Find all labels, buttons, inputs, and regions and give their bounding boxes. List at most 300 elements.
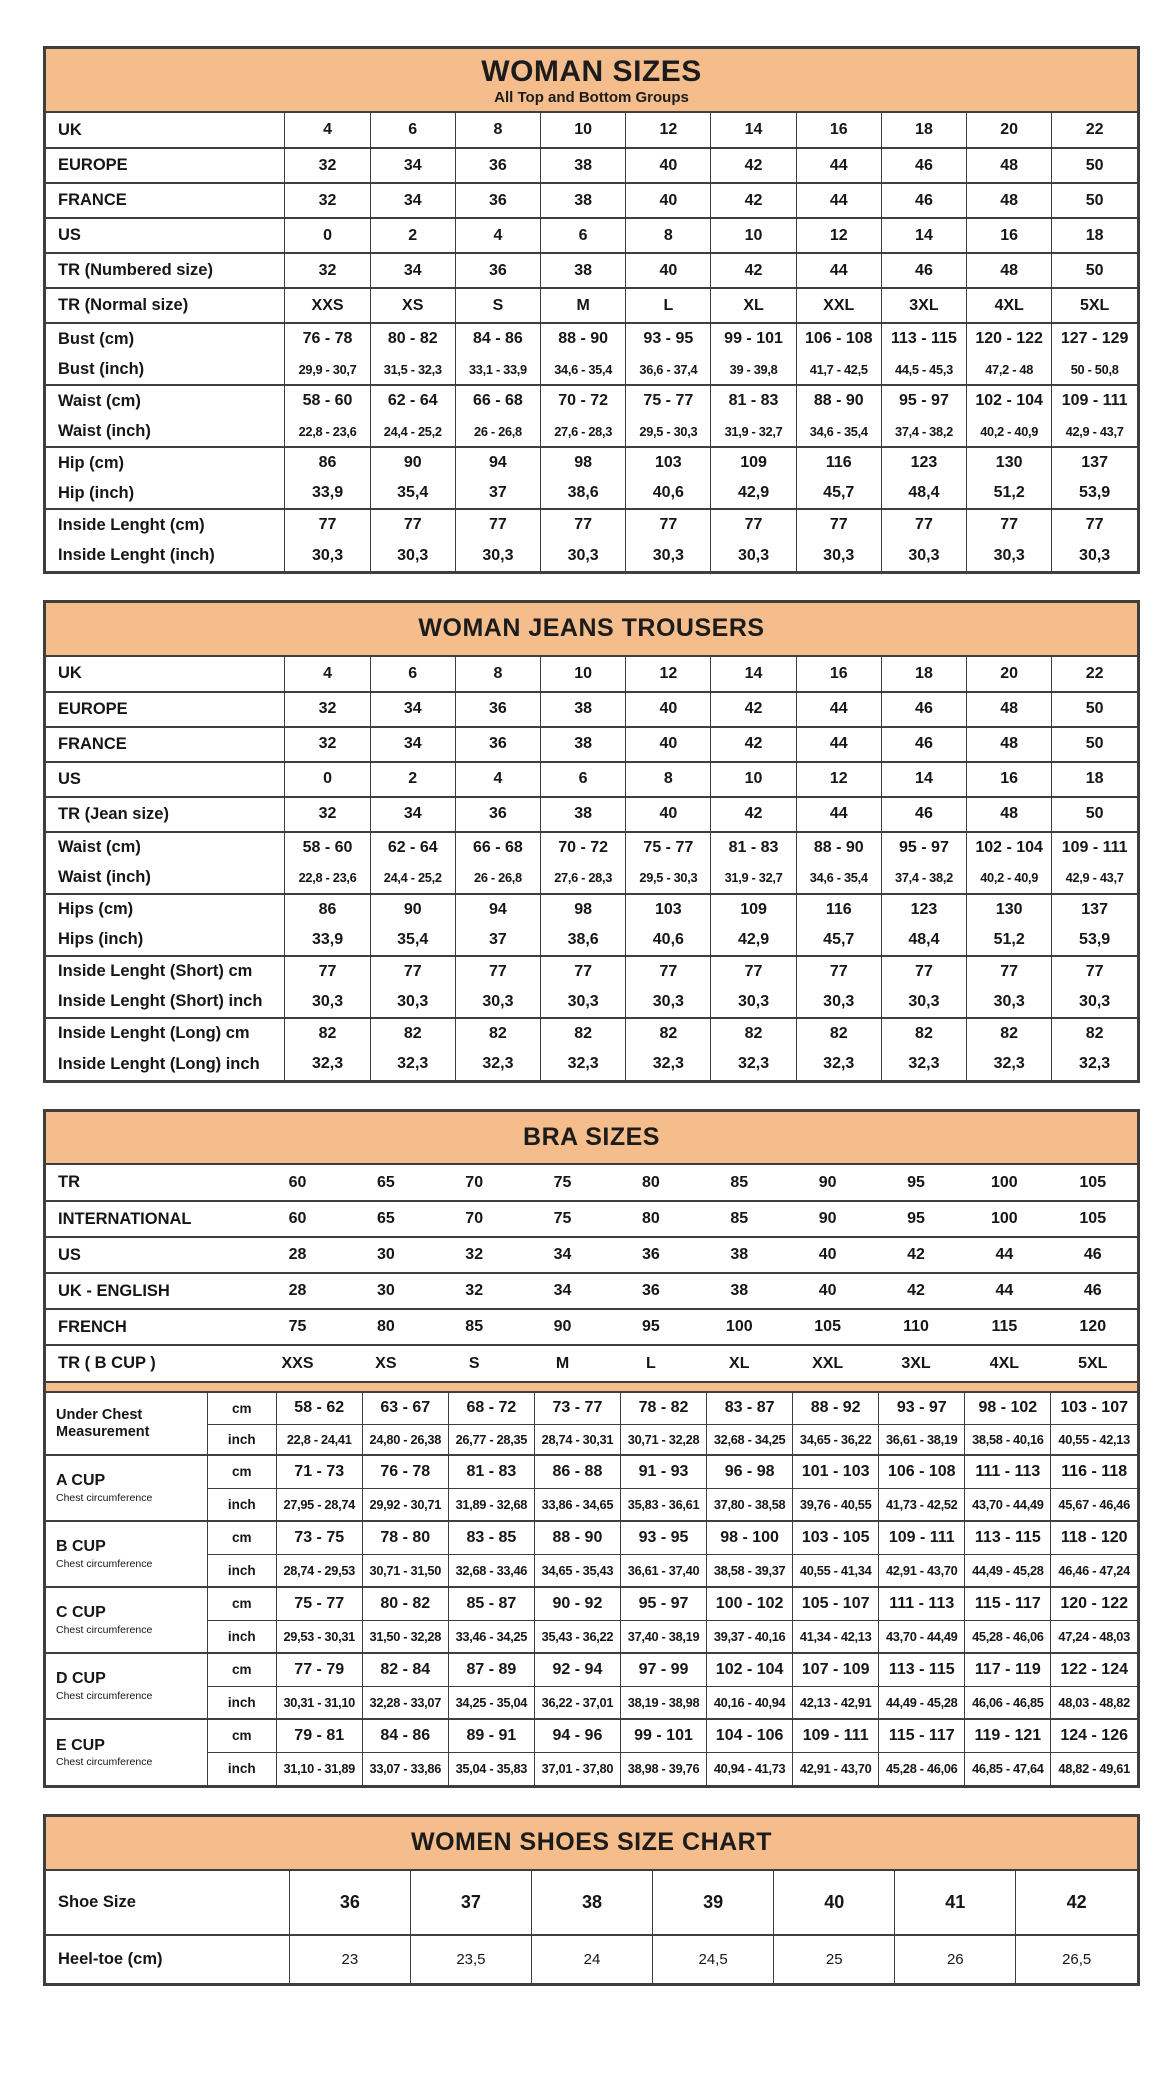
size-cell: 82 <box>1052 1018 1137 1049</box>
size-cell: 123 <box>881 447 966 478</box>
row-label: Waist (inch) <box>58 421 151 440</box>
size-cell: 71 - 73 <box>276 1455 362 1488</box>
size-cell: 30,3 <box>285 987 370 1018</box>
row-label: Heel-toe (cm) <box>58 1949 163 1968</box>
size-cell: 116 <box>796 894 881 925</box>
size-cell: 47,2 - 48 <box>967 354 1052 385</box>
size-cell: 111 - 113 <box>965 1455 1051 1488</box>
table-row <box>46 956 1137 987</box>
size-cell: 34 <box>370 797 455 832</box>
size-cell: 95 - 97 <box>620 1587 706 1620</box>
size-cell: 30,3 <box>1052 540 1137 571</box>
cup-label-cell <box>46 1719 207 1785</box>
cup-sublabel: Chest circumference <box>56 1557 153 1570</box>
size-cell: 88 - 90 <box>541 323 626 354</box>
size-cell: 24,4 - 25,2 <box>370 863 455 894</box>
size-cell: 42,13 - 42,91 <box>793 1686 879 1719</box>
size-cell: 38 <box>541 253 626 288</box>
size-cell: 37 <box>455 478 540 509</box>
size-cell: 68 - 72 <box>448 1393 534 1424</box>
size-cell: 30,3 <box>881 987 966 1018</box>
size-cell: 80 <box>607 1201 695 1237</box>
row-label: EUROPE <box>58 699 128 718</box>
size-cell: 47,24 - 48,03 <box>1051 1620 1137 1653</box>
table-row <box>46 288 1137 323</box>
size-cell: 33,1 - 33,9 <box>455 354 540 385</box>
size-cell: 90 <box>370 447 455 478</box>
size-cell: 46 <box>1049 1237 1137 1273</box>
size-cell: 22,8 - 23,6 <box>285 863 370 894</box>
size-cell: 34 <box>370 148 455 183</box>
size-cell: 90 - 92 <box>534 1587 620 1620</box>
size-cell: 30,3 <box>796 540 881 571</box>
row-label: TR <box>58 1173 80 1191</box>
size-cell: 48,4 <box>881 478 966 509</box>
unit-cell: cm <box>207 1455 276 1488</box>
size-cell: 30 <box>342 1273 430 1309</box>
size-cell: 35,43 - 36,22 <box>534 1620 620 1653</box>
row-group <box>46 183 1137 218</box>
size-cell: 10 <box>711 218 796 253</box>
size-cell: 109 - 111 <box>1052 832 1137 863</box>
row-label: INTERNATIONAL <box>46 1201 253 1237</box>
size-cell: 77 <box>370 509 455 540</box>
table-row <box>46 1488 1137 1521</box>
size-cell: 16 <box>796 113 881 148</box>
size-cell: 44 <box>796 183 881 218</box>
size-cell: 113 - 115 <box>881 323 966 354</box>
size-cell: 32,68 - 34,25 <box>707 1424 793 1455</box>
size-cell: 63 - 67 <box>362 1393 448 1424</box>
size-cell: 85 <box>430 1309 518 1345</box>
size-cell: XXL <box>783 1345 871 1381</box>
row-label: FRANCE <box>58 191 127 209</box>
size-cell: 30,31 - 31,10 <box>276 1686 362 1719</box>
size-cell: 130 <box>967 447 1052 478</box>
size-cell: 23,5 <box>410 1935 531 1983</box>
size-cell: 32,3 <box>370 1049 455 1080</box>
table-row <box>46 1719 1137 1752</box>
size-cell: 46,85 - 47,64 <box>965 1752 1051 1785</box>
size-cell: 70 - 72 <box>541 385 626 416</box>
size-cell: 50 <box>1052 797 1137 832</box>
table-row <box>46 509 1137 540</box>
size-cell: 82 - 84 <box>362 1653 448 1686</box>
size-cell: 42 <box>711 797 796 832</box>
row-label: Hip (cm) <box>58 453 124 472</box>
size-cell: 88 - 90 <box>796 385 881 416</box>
table-row <box>46 863 1137 894</box>
size-cell: 27,95 - 28,74 <box>276 1488 362 1521</box>
cup-sublabel: Chest circumference <box>56 1491 153 1504</box>
size-cell: 76 - 78 <box>285 323 370 354</box>
size-cell: 95 <box>907 1173 925 1191</box>
table-row <box>46 1049 1137 1080</box>
size-cell: 28 <box>253 1273 341 1309</box>
size-cell: 36 <box>455 253 540 288</box>
size-cell: 16 <box>967 218 1052 253</box>
size-cell: 38 <box>695 1273 783 1309</box>
size-cell: 85 <box>730 1173 749 1191</box>
size-cell: 2 <box>370 218 455 253</box>
size-cell: 50 <box>1052 253 1137 288</box>
table-row <box>46 894 1137 925</box>
unit-cell: cm <box>207 1393 276 1424</box>
size-cell: 116 <box>796 447 881 478</box>
woman-jeans-table <box>46 657 1137 1080</box>
table-row <box>46 832 1137 863</box>
size-cell: 95 - 97 <box>881 385 966 416</box>
size-cell: 10 <box>541 113 626 148</box>
size-cell: 103 <box>626 894 711 925</box>
size-cell: 33,07 - 33,86 <box>362 1752 448 1785</box>
size-cell: 83 - 85 <box>448 1521 534 1554</box>
size-cell: 22 <box>1052 113 1137 148</box>
row-label: Bust (inch) <box>58 359 145 378</box>
size-cell: 81 - 83 <box>711 385 796 416</box>
size-cell: 98 <box>541 894 626 925</box>
cup-label: C CUP <box>56 1604 106 1622</box>
size-cell: 75 - 77 <box>626 832 711 863</box>
size-cell: 34 <box>370 692 455 727</box>
size-cell: 100 <box>960 1201 1048 1237</box>
size-cell: XL <box>695 1345 783 1381</box>
size-cell: 75 <box>253 1309 341 1345</box>
size-cell: 65 <box>342 1201 430 1237</box>
size-cell: 83 - 87 <box>707 1393 793 1424</box>
size-cell: 77 <box>967 509 1052 540</box>
row-label: Inside Lenght (Long) inch <box>58 1054 260 1073</box>
size-cell: 77 <box>1052 956 1137 987</box>
size-cell: 42,9 <box>711 925 796 956</box>
size-cell: 77 - 79 <box>276 1653 362 1686</box>
row-label: FRANCE <box>58 734 127 753</box>
size-cell: 77 <box>626 956 711 987</box>
size-cell: 27,6 - 28,3 <box>541 863 626 894</box>
size-cell: 14 <box>711 657 796 692</box>
cup-row-group <box>46 1521 1137 1587</box>
size-cell: 0 <box>285 218 370 253</box>
row-group <box>46 218 1137 253</box>
bra-cup-table <box>46 1393 1137 1785</box>
table-row <box>46 1620 1137 1653</box>
table-row <box>46 183 1137 218</box>
table-row <box>46 1455 1137 1488</box>
size-cell: 118 - 120 <box>1051 1521 1137 1554</box>
row-label: US <box>58 226 81 244</box>
size-cell: 48,03 - 48,82 <box>1051 1686 1137 1719</box>
unit-cell: inch <box>207 1686 276 1719</box>
size-cell: 48 <box>967 148 1052 183</box>
size-cell: 77 <box>796 509 881 540</box>
size-cell: 82 <box>796 1018 881 1049</box>
size-cell: 32,3 <box>285 1049 370 1080</box>
table-row <box>46 1871 1137 1935</box>
size-cell: 95 - 97 <box>881 832 966 863</box>
size-cell: 86 <box>285 894 370 925</box>
table-row <box>46 692 1137 727</box>
table-row <box>46 1521 1137 1554</box>
size-cell: 98 <box>541 447 626 478</box>
size-cell: 31,10 - 31,89 <box>276 1752 362 1785</box>
table-row <box>46 1686 1137 1719</box>
size-cell: 32,3 <box>711 1049 796 1080</box>
table-row <box>46 1237 1137 1273</box>
size-cell: 42,91 - 43,70 <box>793 1752 879 1785</box>
size-cell: 38,6 <box>541 925 626 956</box>
size-cell: 30,3 <box>626 540 711 571</box>
size-cell: 48,4 <box>881 925 966 956</box>
table-row <box>46 727 1137 762</box>
size-cell: 84 - 86 <box>362 1719 448 1752</box>
cup-label: B CUP <box>56 1538 106 1556</box>
size-cell: 41,34 - 42,13 <box>793 1620 879 1653</box>
row-label: EUROPE <box>58 156 128 174</box>
unit-cell: inch <box>207 1620 276 1653</box>
size-cell: 51,2 <box>967 925 1052 956</box>
size-cell: 32,3 <box>967 1049 1052 1080</box>
unit-cell: inch <box>207 1554 276 1587</box>
size-cell: 36 <box>607 1237 695 1273</box>
size-cell: 37,80 - 38,58 <box>707 1488 793 1521</box>
size-cell: 77 <box>285 956 370 987</box>
size-cell: 32 <box>285 148 370 183</box>
size-cell: XS <box>342 1345 430 1381</box>
divider-strip <box>46 1381 1137 1393</box>
unit-cell: cm <box>207 1521 276 1554</box>
row-label: Waist (cm) <box>58 391 141 410</box>
size-cell: 111 - 113 <box>879 1587 965 1620</box>
size-cell: 30,3 <box>796 987 881 1018</box>
size-cell: 40 <box>626 148 711 183</box>
size-cell: 20 <box>967 657 1052 692</box>
size-cell: 27,6 - 28,3 <box>541 416 626 447</box>
size-cell: 32,3 <box>796 1049 881 1080</box>
size-cell: 34,6 - 35,4 <box>796 416 881 447</box>
size-cell: 70 <box>430 1201 518 1237</box>
size-cell: 30,71 - 32,28 <box>620 1424 706 1455</box>
size-cell: 80 - 82 <box>370 323 455 354</box>
size-cell: 45,7 <box>796 478 881 509</box>
size-cell: 37 <box>455 925 540 956</box>
size-cell: 86 - 88 <box>534 1455 620 1488</box>
size-cell: 34,65 - 35,43 <box>534 1554 620 1587</box>
row-group <box>46 657 1137 692</box>
row-group <box>46 447 1137 509</box>
row-label: Hip (inch) <box>58 483 135 502</box>
size-cell: 95 <box>872 1201 960 1237</box>
size-cell: 44,49 - 45,28 <box>965 1554 1051 1587</box>
row-group <box>46 1165 1137 1381</box>
size-cell: 116 - 118 <box>1051 1455 1137 1488</box>
table-row <box>46 540 1137 571</box>
table-row <box>46 1653 1137 1686</box>
size-cell: 32 <box>285 727 370 762</box>
table-row <box>46 323 1137 354</box>
size-cell: 30,3 <box>881 540 966 571</box>
size-cell: 8 <box>455 657 540 692</box>
size-cell: 44 <box>796 797 881 832</box>
size-cell: 36,61 - 37,40 <box>620 1554 706 1587</box>
table-row <box>46 1752 1137 1785</box>
cup-row-group <box>46 1653 1137 1719</box>
size-cell: 93 - 95 <box>626 323 711 354</box>
row-label: US <box>58 769 81 788</box>
cup-label: D CUP <box>56 1670 106 1688</box>
unit-cell: cm <box>207 1719 276 1752</box>
woman-sizes-section <box>43 46 1140 574</box>
size-cell: 50 <box>1052 727 1137 762</box>
size-cell: 16 <box>967 762 1052 797</box>
table-row <box>46 385 1137 416</box>
size-cell: 38,6 <box>541 478 626 509</box>
size-cell: L <box>626 288 711 323</box>
size-cell: 34 <box>518 1237 606 1273</box>
size-cell: 70 <box>465 1173 484 1191</box>
size-cell: 100 - 102 <box>707 1587 793 1620</box>
size-cell: 8 <box>455 113 540 148</box>
table-row <box>46 1393 1137 1424</box>
size-cell: 32,3 <box>881 1049 966 1080</box>
table-row <box>46 1165 1137 1201</box>
size-cell: 3XL <box>872 1345 960 1381</box>
row-label: Inside Lenght (Short) inch <box>58 992 263 1010</box>
bra-conversion-table <box>46 1165 1137 1381</box>
size-cell: 107 - 109 <box>793 1653 879 1686</box>
size-cell: 42 <box>711 253 796 288</box>
size-cell: 36,22 - 37,01 <box>534 1686 620 1719</box>
size-cell: 77 <box>1052 509 1137 540</box>
size-cell: 18 <box>881 657 966 692</box>
size-cell: 30,3 <box>455 540 540 571</box>
size-cell: 12 <box>796 762 881 797</box>
size-cell: 31,50 - 32,28 <box>362 1620 448 1653</box>
size-cell: 50 <box>1052 183 1137 218</box>
size-cell: 113 - 115 <box>965 1521 1051 1554</box>
size-cell: 6 <box>541 218 626 253</box>
size-cell: 53,9 <box>1052 925 1137 956</box>
size-cell: 106 - 108 <box>796 323 881 354</box>
table-row <box>46 218 1137 253</box>
size-cell: 28,74 - 29,53 <box>276 1554 362 1587</box>
size-cell: 77 <box>455 956 540 987</box>
size-cell: 117 - 119 <box>965 1653 1051 1686</box>
size-cell: 103 - 107 <box>1051 1393 1137 1424</box>
size-cell: 102 - 104 <box>967 832 1052 863</box>
table-title: BRA SIZES <box>523 1122 660 1151</box>
size-cell: 82 <box>967 1018 1052 1049</box>
size-cell: 38 <box>695 1237 783 1273</box>
size-cell: 46 <box>881 727 966 762</box>
size-cell: 28 <box>253 1237 341 1273</box>
size-cell: 42 <box>872 1273 960 1309</box>
size-cell: 77 <box>711 509 796 540</box>
size-cell: 14 <box>711 113 796 148</box>
size-cell: 46 <box>881 148 966 183</box>
size-cell: 36,61 - 38,19 <box>879 1424 965 1455</box>
size-cell: 90 <box>783 1201 871 1237</box>
size-cell: 12 <box>626 657 711 692</box>
cup-sublabel: Chest circumference <box>56 1689 153 1702</box>
size-cell: 44 <box>796 148 881 183</box>
size-cell: 43,70 - 44,49 <box>879 1620 965 1653</box>
size-cell: 109 <box>711 447 796 478</box>
size-cell: 46,06 - 46,85 <box>965 1686 1051 1719</box>
size-cell: 34 <box>518 1273 606 1309</box>
size-cell: 26 - 26,8 <box>455 416 540 447</box>
size-cell: 97 - 99 <box>620 1653 706 1686</box>
size-cell: 44,49 - 45,28 <box>879 1686 965 1719</box>
table-row <box>46 478 1137 509</box>
size-cell: 48 <box>967 727 1052 762</box>
size-cell: 94 <box>455 894 540 925</box>
row-group <box>46 1871 1137 1935</box>
row-label: Shoe Size <box>58 1892 136 1911</box>
size-cell: 35,04 - 35,83 <box>448 1752 534 1785</box>
size-cell: 33,9 <box>285 478 370 509</box>
size-cell: 77 <box>370 956 455 987</box>
size-cell: 90 <box>818 1173 837 1191</box>
size-cell: 87 - 89 <box>448 1653 534 1686</box>
size-cell: 81 - 83 <box>711 832 796 863</box>
size-cell: 30 <box>342 1237 430 1273</box>
size-cell: 77 <box>967 956 1052 987</box>
size-cell: 34,6 - 35,4 <box>796 863 881 894</box>
size-cell: 120 <box>1049 1309 1137 1345</box>
size-cell: XXS <box>253 1345 341 1381</box>
size-cell: 30,3 <box>285 540 370 571</box>
row-group <box>46 323 1137 385</box>
bra-sizes-section <box>43 1109 1140 1789</box>
size-cell: 35,4 <box>370 478 455 509</box>
table-row <box>46 354 1137 385</box>
size-cell: 39 <box>653 1871 774 1935</box>
cup-label: Under Chest Measurement <box>56 1406 150 1440</box>
size-cell: 48 <box>967 797 1052 832</box>
size-cell: 6 <box>370 113 455 148</box>
size-cell: 60 <box>288 1173 307 1191</box>
row-label: US <box>46 1237 253 1273</box>
table-title: WOMAN SIZES <box>481 55 702 88</box>
size-cell: 33,46 - 34,25 <box>448 1620 534 1653</box>
size-cell: 38 <box>541 183 626 218</box>
row-label: FRENCH <box>46 1309 253 1345</box>
size-cell: 4XL <box>960 1345 1048 1381</box>
size-cell: 46 <box>881 183 966 218</box>
row-label: Waist (cm) <box>58 838 141 856</box>
size-cell: 46 <box>1049 1273 1137 1309</box>
size-cell: 75 - 77 <box>626 385 711 416</box>
size-cell: 115 - 117 <box>965 1587 1051 1620</box>
row-label: UK - ENGLISH <box>46 1273 253 1309</box>
shoes-table <box>46 1871 1137 1983</box>
unit-cell: inch <box>207 1424 276 1455</box>
size-cell: 40,94 - 41,73 <box>707 1752 793 1785</box>
size-cell: 51,2 <box>967 478 1052 509</box>
size-cell: 62 - 64 <box>370 385 455 416</box>
size-cell: 30,3 <box>967 987 1052 1018</box>
size-cell: 93 - 97 <box>879 1393 965 1424</box>
size-cell: 42,9 - 43,7 <box>1052 416 1137 447</box>
size-cell: 24,5 <box>653 1935 774 1983</box>
size-cell: 137 <box>1052 894 1137 925</box>
size-cell: 82 <box>626 1018 711 1049</box>
size-cell: 92 - 94 <box>534 1653 620 1686</box>
size-cell: 25 <box>774 1935 895 1983</box>
size-cell: 103 - 105 <box>793 1521 879 1554</box>
table-row <box>46 1554 1137 1587</box>
size-cell: 31,5 - 32,3 <box>370 354 455 385</box>
